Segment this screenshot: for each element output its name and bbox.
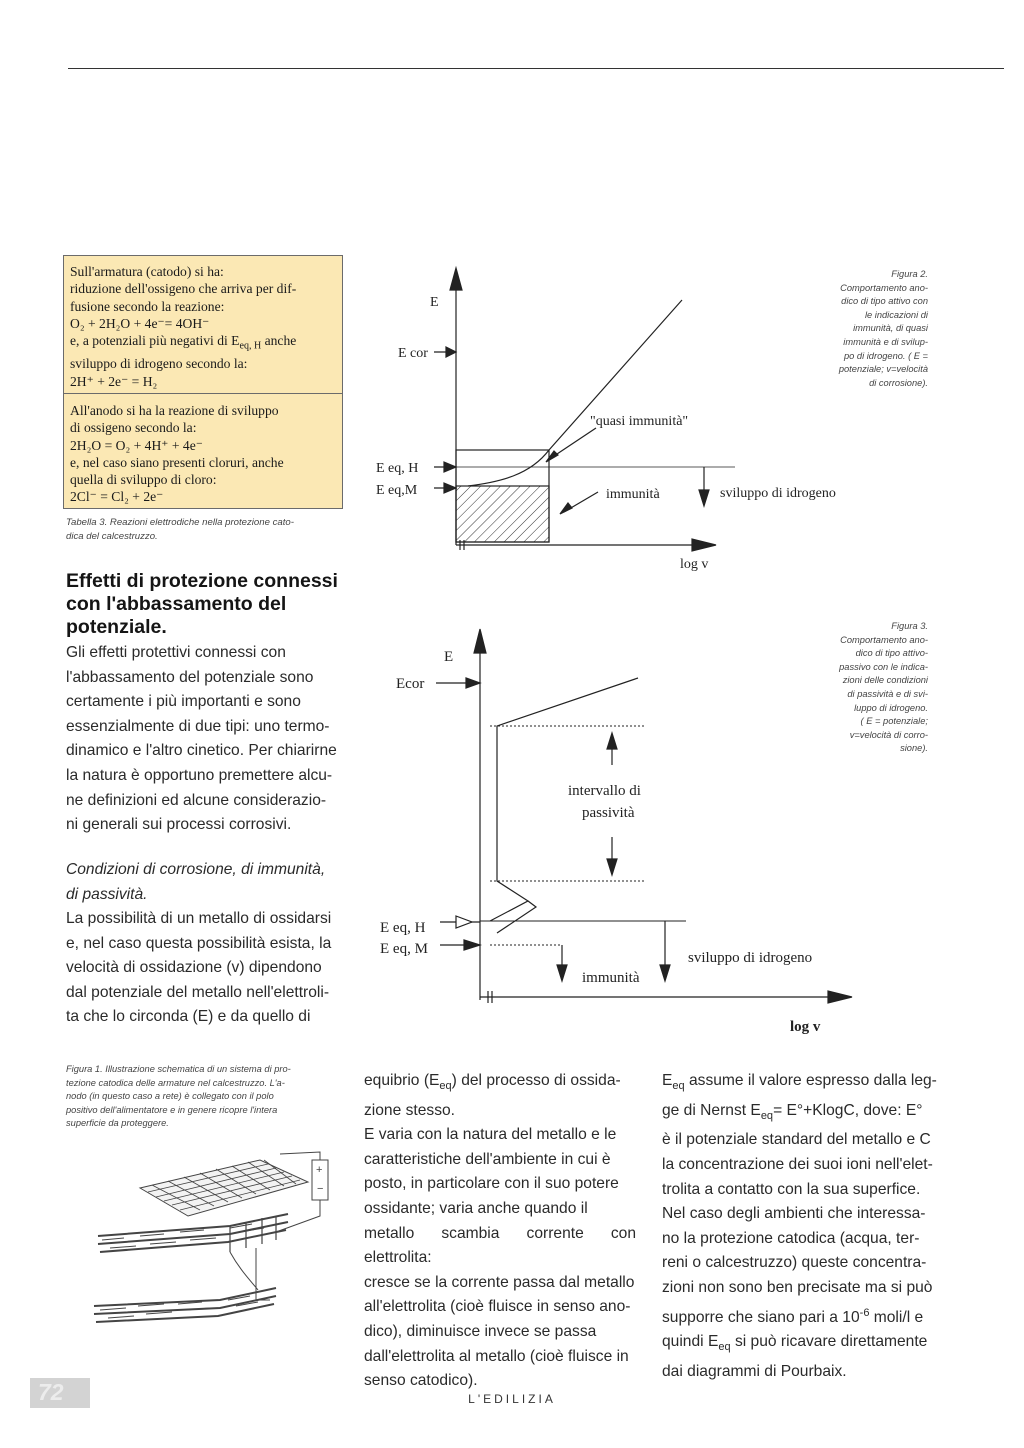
caption-line: v=velocità di corro- [849,729,928,740]
figure2-diagram [360,260,870,585]
eeq-m-label: E eq, M [380,941,428,957]
text-span: si può ricavare direttamente [730,1333,928,1351]
table-subscript: eq, H [239,340,262,352]
table-line: 2H₂O = O₂ + 4H⁺ + 4e⁻ [70,437,203,453]
caption-line: di corrosione). [869,377,928,388]
caption-line: sione). [900,743,928,754]
figure2-caption [800,268,928,390]
text-line: reni o calcestruzzo) queste concentra- [662,1254,927,1272]
caption-line: dica del calcestruzzo. [66,531,158,542]
immunity-label: immunità [582,970,640,986]
body-paragraph [66,907,341,1030]
header-rule [68,68,1004,69]
caption-line: positivo dell'alimentatore e in genere ricopre l'intera [66,1104,278,1115]
table-line: O₂ + 2H₂O + 4e⁻= 4OH⁻ [70,315,210,331]
text-line: ossidante; varia anche quando il [364,1200,588,1218]
table-text: anche [264,333,297,349]
text-span: moli/l e [869,1308,924,1326]
text-line [662,1330,937,1360]
text-line: dinamico e l'altro cinetico. Per chiarirne [66,742,337,760]
eeq-m-label: E eq,M [376,483,418,498]
text-span: equibrio (E [364,1072,440,1089]
subscript: eq [760,1109,774,1122]
subheading-line: di passività. [66,885,148,903]
text-line: metallo scambia corrente con elettrolita: [364,1224,636,1267]
passivity-interval-label: intervallo di [568,783,641,799]
caption-line: superficie da proteggere. [66,1118,169,1129]
axis-label-logv: log v [680,557,709,572]
section-title [66,570,346,639]
text-line: essenzialmente di due tipi: uno termo- [66,717,330,735]
text-line: è il potenziale standard del metallo e C [662,1131,931,1149]
caption-line: Comportamento ano- [840,282,928,293]
title-line: con l'abbassamento del [66,593,287,615]
text-span: ) del processo di ossida- [451,1072,621,1089]
footer-title: L'EDILIZIA [468,1392,556,1406]
table-line: 2H⁺ + 2e⁻ = H₂ [70,373,158,389]
caption-line: dico di tipo attivo- [855,648,928,659]
text-line: dico), diminuisce invece se passa [364,1323,597,1341]
text-line: ni generali sui processi corrosivi. [66,816,292,834]
text-line: certamente i più importanti e sono [66,693,301,711]
subscript: eq [672,1080,685,1093]
text-line [364,1069,636,1099]
title-line: potenziale. [66,616,167,638]
caption-line: po di idrogeno. ( E = [844,350,928,361]
immunity-label: immunità [606,487,660,502]
caption-line: Comportamento ano- [840,634,928,645]
cathode-reactions [70,263,338,390]
text-line: dai diagrammi di Pourbaix. [662,1363,847,1381]
text-line: La possibilità di un metallo di ossidarsi [66,910,332,927]
svg-text:+: + [316,1164,323,1176]
ecor-label: Ecor [396,676,425,692]
caption-line: nodo (in questo caso a rete) è collegato con il polo [66,1091,274,1102]
text-span: quindi E [662,1333,719,1351]
page-number: 72 [38,1379,64,1405]
figure3-caption [800,620,928,756]
text-line: velocità di ossidazione (v) dipendono [66,959,322,977]
table-line: quella di sviluppo di cloro: [70,472,217,488]
text-line: posto, in particolare con il suo potere [364,1175,619,1193]
text-line: zioni non sono ben precisate ma si può [662,1278,933,1296]
table-line: riduzione dell'ossigeno che arriva per dif- [70,281,297,297]
superscript: -6 [859,1306,870,1319]
caption-line: immunità e di svilup- [843,336,928,347]
text-span: assume il valore espresso dalla leg- [684,1072,937,1089]
table-caption [66,516,346,544]
subscript: eq [439,1080,452,1093]
table-line: di ossigeno secondo la: [70,420,197,436]
text-line: senso catodico). [364,1372,478,1390]
text-line: dal potenziale del metallo nell'elettroli- [66,983,330,1001]
table-line: Sull'armatura (catodo) si ha: [70,264,224,279]
text-line [662,1099,937,1129]
subscript: eq [718,1341,731,1354]
text-line [662,1301,937,1331]
reactions-table [63,255,343,509]
figure1-caption [66,1063,346,1131]
column-2-text [364,1069,636,1394]
text-span: E [662,1072,673,1089]
text-line: ta che lo circonda (E) e da quello di [66,1008,311,1026]
text-line: la concentrazione dei suoi ioni nell'elet- [662,1156,933,1173]
subheading [66,858,346,907]
text-span: = E°+KlogC, dove: E° [773,1101,923,1119]
title-line: Effetti di protezione connessi [66,570,338,592]
text-line: E varia con la natura del metallo e le [364,1126,617,1144]
caption-line: tezione catodica delle armature nel calcestruzzo. L'a- [66,1077,285,1088]
subheading-line: Condizioni di corrosione, di immunità, [66,861,326,878]
intro-paragraph [66,641,341,838]
table-line: 2Cl⁻ = Cl₂ + 2e⁻ [70,489,164,505]
hydrogen-evolution-label: sviluppo di idrogeno [720,486,836,501]
text-span: supporre che siano pari a 10 [662,1308,860,1326]
caption-line: immunità, di quasi [853,323,928,334]
column-3-text [662,1069,937,1385]
figure1-illustration [80,1140,350,1355]
caption-line: luppo di idrogeno. [854,702,928,713]
text-line: cresce se la corrente passa dal metallo [364,1273,635,1291]
text-line: caratteristiche dell'ambiente in cui è [364,1150,611,1168]
table-line: fusione secondo la reazione: [70,298,225,314]
axis-label-e: E [430,295,439,310]
caption-line: ( E = potenziale; [860,716,928,727]
anode-reactions [70,402,338,506]
axis-label-logv: log v [790,1019,821,1035]
caption-line: Figura 2. [891,269,928,279]
quasi-immunity-label: "quasi immunità" [590,414,689,429]
table-line: All'anodo si ha la reazione di sviluppo [70,403,279,418]
text-line: Nel caso degli ambienti che interessa- [662,1205,926,1223]
caption-line: di passività e di svi- [847,688,928,699]
ecor-label: E cor [398,346,428,361]
eeq-h-label: E eq, H [380,920,426,936]
hydrogen-evolution-label: sviluppo di idrogeno [688,950,813,966]
text-line: e, nel caso questa possibilità esista, la [66,934,332,952]
text-line: all'elettrolita (cioè fluisce in senso ano- [364,1298,631,1316]
caption-line: zioni delle condizioni [842,675,928,686]
table-divider [64,393,342,394]
table-text: e, a potenziali più negativi di E [70,333,240,349]
passivity-label: passività [582,805,635,821]
table-line: sviluppo di idrogeno secondo la: [70,356,248,372]
text-line: la natura è opportuno premettere alcu- [66,766,333,784]
table-line: e, nel caso siano presenti cloruri, anche [70,454,284,470]
caption-line: Figura 1. Illustrazione schematica di un sistema di pro- [66,1064,291,1074]
text-line: ne definizioni ed alcune considerazio- [66,791,327,809]
text-line: Gli effetti protettivi connessi con [66,644,286,661]
text-line: dall'elettrolita al metallo (cioè fluisce in [364,1347,629,1365]
text-line: trolita a contatto con la sua superfice. [662,1180,921,1198]
eeq-h-label: E eq, H [376,461,419,476]
text-line: no la protezione catodica (acqua, ter- [662,1229,920,1247]
text-line [662,1069,937,1099]
caption-line: dico di tipo attivo con [841,296,928,307]
text-line: l'abbassamento del potenziale sono [66,668,314,686]
text-line: zione stesso. [364,1101,456,1119]
axis-label-e: E [444,649,454,665]
svg-text:−: − [317,1183,324,1195]
caption-line: Tabella 3. Reazioni elettrodiche nella protezione cato- [66,517,294,528]
caption-line: le indicazioni di [864,309,928,320]
figure3-diagram [360,625,870,1040]
caption-line: potenziale; v=velocità [838,364,928,375]
table-line [70,332,338,355]
text-span: ge di Nernst E [662,1101,761,1119]
caption-line: Figura 3. [891,621,928,631]
caption-line: passivo con le indica- [839,661,928,672]
